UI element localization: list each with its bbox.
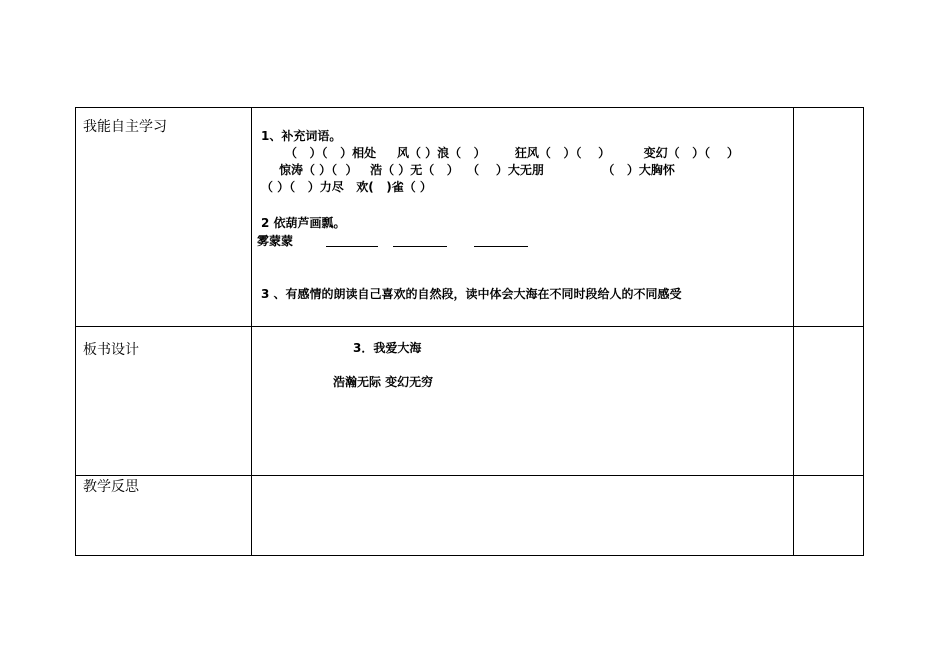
- exercise-2-title: 2 依葫芦画瓢。: [261, 216, 346, 230]
- fill-blank-3: [474, 246, 528, 247]
- exercise-2-example-word: 雾蒙蒙: [257, 234, 294, 248]
- exercise-1-line-3: （ ）（ ）力尽 欢( )雀（ ）: [261, 180, 432, 194]
- board-design-title: 3．我爱大海: [353, 341, 422, 355]
- fill-blank-2: [393, 246, 447, 247]
- fill-blank-1: [326, 246, 378, 247]
- exercise-1-line-1: （ ）（ ）相处 风（ ）浪（ ） 狂风（ ）（ ） 变幻（ ）（ ）: [285, 146, 739, 160]
- column-divider: [793, 108, 794, 555]
- row-label-board-design: 板书设计: [83, 342, 139, 358]
- exercise-1-title: 1、补充词语。: [261, 129, 342, 143]
- row-divider: [76, 326, 863, 327]
- row-divider: [76, 475, 863, 476]
- board-design-subtitle: 浩瀚无际 变幻无穷: [333, 375, 434, 389]
- row-label-self-study: 我能自主学习: [83, 119, 167, 135]
- row-label-reflection: 教学反思: [83, 479, 139, 495]
- exercise-3-text: 3 、有感情的朗读自己喜欢的自然段，读中体会大海在不同时段给人的不同感受: [261, 287, 682, 301]
- exercise-1-line-2: 惊涛（ ）（ ） 浩（ ）无（ ） （ ）大无朋 （ ）大胸怀: [279, 163, 675, 177]
- column-divider: [251, 108, 252, 555]
- lesson-table: [75, 107, 864, 556]
